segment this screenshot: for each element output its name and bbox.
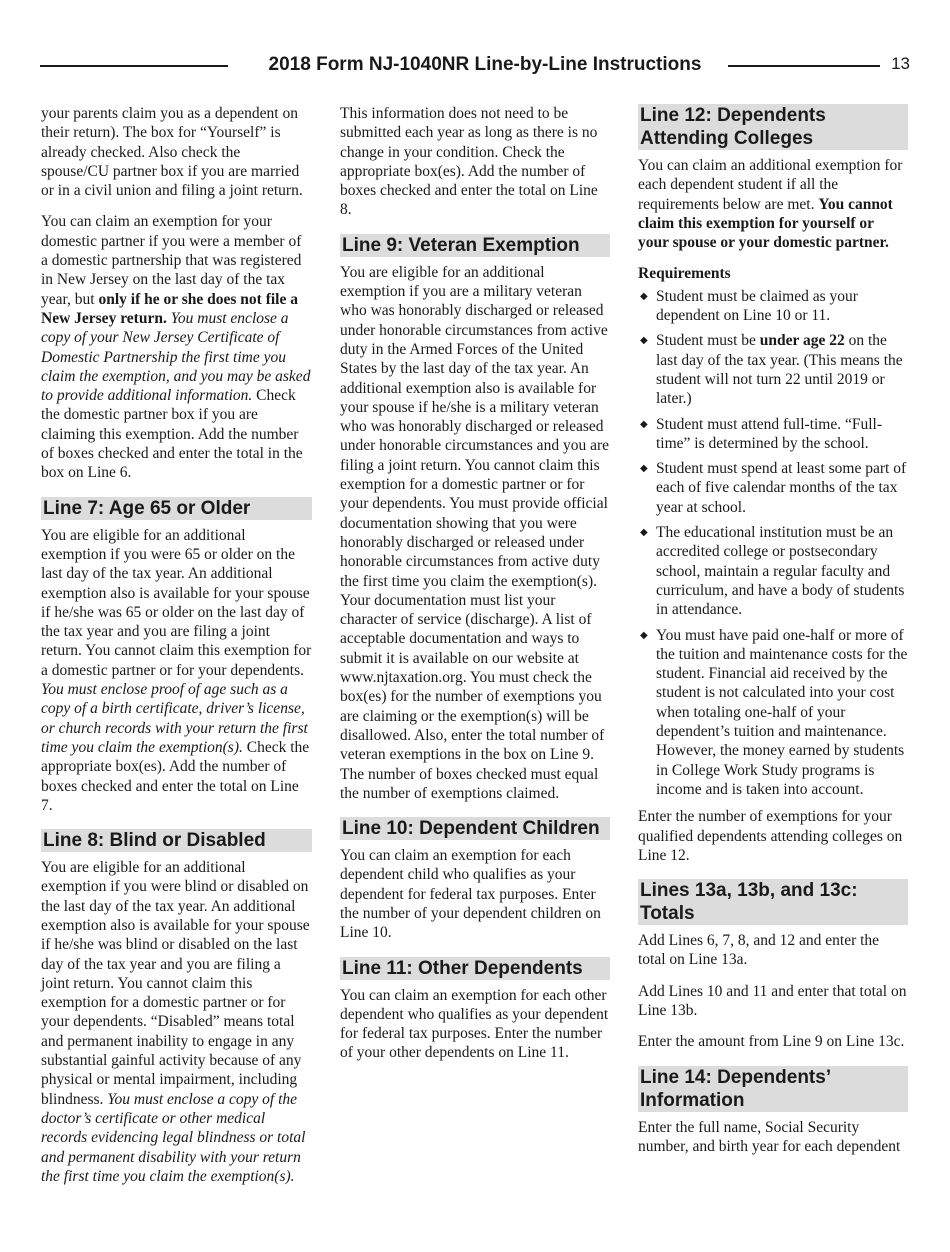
diamond-bullet-icon: ◆ xyxy=(640,527,648,539)
section-heading-line-12: Line 12: Dependents Attending Colleges xyxy=(638,104,908,150)
page-header xyxy=(40,52,910,78)
list-item: ◆ Student must be under age 22 on the last day of the tax year. (This means the student will not turn 22 until 2019 or later.) xyxy=(640,332,903,408)
bold-text: You cannot claim this exemption for yourself or your spouse or your domestic partner. xyxy=(638,195,893,252)
page-title: 2018 Form NJ-1040NR Line-by-Line Instructions xyxy=(268,54,702,75)
diamond-bullet-icon: ◆ xyxy=(640,629,648,641)
paragraph: Enter the full name, Social Security number, and birth year for each dependent xyxy=(638,1118,901,1155)
text: You are eligible for an additional exemption if you were 65 or older on the last day of the tax year. An additional exemption also is available for your spouse if he/she was 65 or older on the last day of the tax year and you are filing a joint return. You cannot claim this exemption for a domestic partner or for your dependents. xyxy=(41,526,312,679)
paragraph: Enter the amount from Line 9 on Line 13c. xyxy=(638,1033,905,1051)
list-item: ◆ You must have paid one-half or more of the tuition and maintenance costs for the student. Financial aid received by the student is not calculated into your cost when totaling one-half of your dependent’s tuition and maintenance. However, the money earned by students in College Work Study programs is income and is taken into account. xyxy=(640,626,908,798)
paragraph: Enter the number of exemptions for your qualified dependents attending colleges on Line 12. xyxy=(638,808,903,864)
paragraph: your parents claim you as a dependent on their return). The box for “Yourself” is already checked. Also check the spouse/CU partner box if you are married or in a civil union and filing a joint return. xyxy=(41,105,303,200)
text: Check the domestic partner box if you are claiming this exemption. Add the number of boxes checked and enter the total in the box on Line 6. xyxy=(41,387,303,482)
diamond-bullet-icon: ◆ xyxy=(640,418,648,430)
section-heading-line-8: Line 8: Blind or Disabled xyxy=(41,829,312,852)
text: You are eligible for an additional exemption if you were blind or disabled on the last day of the tax year. An additional exemption also is available for your spouse if he/she was blind or disabled on the last day of the tax year and you are filing a joint return. You cannot claim this exemption for a domestic partner or for your dependents. “Disabled” means total and permanent inability to engage in any substantial gainful activity because of any physical or mental impairment, including blindness. xyxy=(41,859,310,1108)
text: Check the appropriate box(es). Add the number of boxes checked and enter the total on Line 7. xyxy=(41,738,310,814)
text: You can claim an additional exemption for each dependent student if all the requirements below are met. xyxy=(638,157,903,213)
section-heading-line-14: Line 14: Dependents’ Information xyxy=(638,1066,908,1112)
column-3 xyxy=(638,104,908,1168)
section-heading-line-10: Line 10: Dependent Children xyxy=(340,817,610,840)
paragraph: Add Lines 6, 7, 8, and 12 and enter the total on Line 13a. xyxy=(638,932,880,969)
diamond-bullet-icon: ◆ xyxy=(640,463,648,475)
requirements-list xyxy=(638,287,908,799)
paragraph: Add Lines 10 and 11 and enter that total on Line 13b. xyxy=(638,982,907,1019)
list-item: ◆ Student must spend at least some part of each of five calendar months of the tax year at school. xyxy=(640,460,907,516)
diamond-bullet-icon: ◆ xyxy=(640,290,648,302)
column-2 xyxy=(340,104,610,1075)
section-heading-line-13: Lines 13a, 13b, and 13c: Totals xyxy=(638,879,908,925)
paragraph: This information does not need to be submitted each year as long as there is no change in your condition. Check the appropriate box(es). Add the number of boxes checked and enter the total on Line 8. xyxy=(340,105,598,219)
paragraph xyxy=(41,526,312,815)
section-heading-line-9: Line 9: Veteran Exemption xyxy=(340,234,610,257)
italic-text: You must enclose a copy of the doctor’s certificate or other medical records evidencing legal blindness or total and permanent disability with your return the first time you claim the exemption(s). xyxy=(41,1090,306,1185)
paragraph: You are eligible for an additional exemption if you are a military veteran who was honorably discharged or released under honorable circumstances from active duty in the Armed Forces of the United States by the last day of the tax year. An additional exemption also is available for your spouse if he/she is a military veteran who was honorably discharged or released under honorable circumstances and you are filing a joint return. You cannot claim this exemption for a domestic partner or for your dependents. You must provide official documentation showing that you were honorably discharged or released under honorable circumstances from active duty the first time you claim the exemption(s). Your documentation must list your character of service (discharge). A list of acceptable documentation and ways to submit it is available on our website at www.njtaxation.org. You must check the box(es) for the number of exemptions you are claiming or the exemption(s) will be disallowed. Also, enter the total number of veteran exemptions in the box on Line 9. The number of boxes checked must equal the number of exemptions claimed. xyxy=(340,263,609,802)
paragraph xyxy=(41,858,312,1186)
paragraph: You can claim an exemption for each dependent child who qualifies as your dependent for federal tax purposes. Enter the number of your dependent children on Line 10. xyxy=(340,847,601,942)
italic-text: You must enclose proof of age such as a copy of a birth certificate, driver’s license, or church records with your return the first time you claim the exemption(s). xyxy=(41,681,308,756)
paragraph: You can claim an exemption for each other dependent who qualifies as your dependent for federal tax purposes. Enter the number of your other dependents on Line 11. xyxy=(340,986,609,1062)
section-heading-line-7: Line 7: Age 65 or Older xyxy=(41,497,312,520)
column-1 xyxy=(41,104,312,1198)
diamond-bullet-icon: ◆ xyxy=(640,335,648,347)
list-item: ◆ The educational institution must be an accredited college or postsecondary school, maintain a regular faculty and curriculum, and have a body of students in attendance. xyxy=(640,524,905,619)
list-item: ◆ Student must attend full-time. “Full-time” is determined by the school. xyxy=(640,415,883,452)
paragraph xyxy=(638,156,908,252)
list-item: ◆ Student must be claimed as your dependent on Line 10 or 11. xyxy=(640,287,858,325)
text: You can claim an exemption for your domestic partner if you were a member of a domestic partnership that was registered in New Jersey on the last day of the tax year, but xyxy=(41,213,302,308)
paragraph xyxy=(41,212,312,482)
bold-text: only if he or she does not file a New Jersey return. xyxy=(41,290,298,327)
header-rule-right xyxy=(728,65,880,67)
page-number: 13 xyxy=(891,54,910,73)
italic-text: You must enclose a copy of your New Jersey Certificate of Domestic Partnership the first time you claim the exemption, and you may be asked to provide additional information. xyxy=(41,309,311,405)
section-heading-line-11: Line 11: Other Dependents xyxy=(340,957,610,980)
requirements-heading: Requirements xyxy=(638,265,731,283)
